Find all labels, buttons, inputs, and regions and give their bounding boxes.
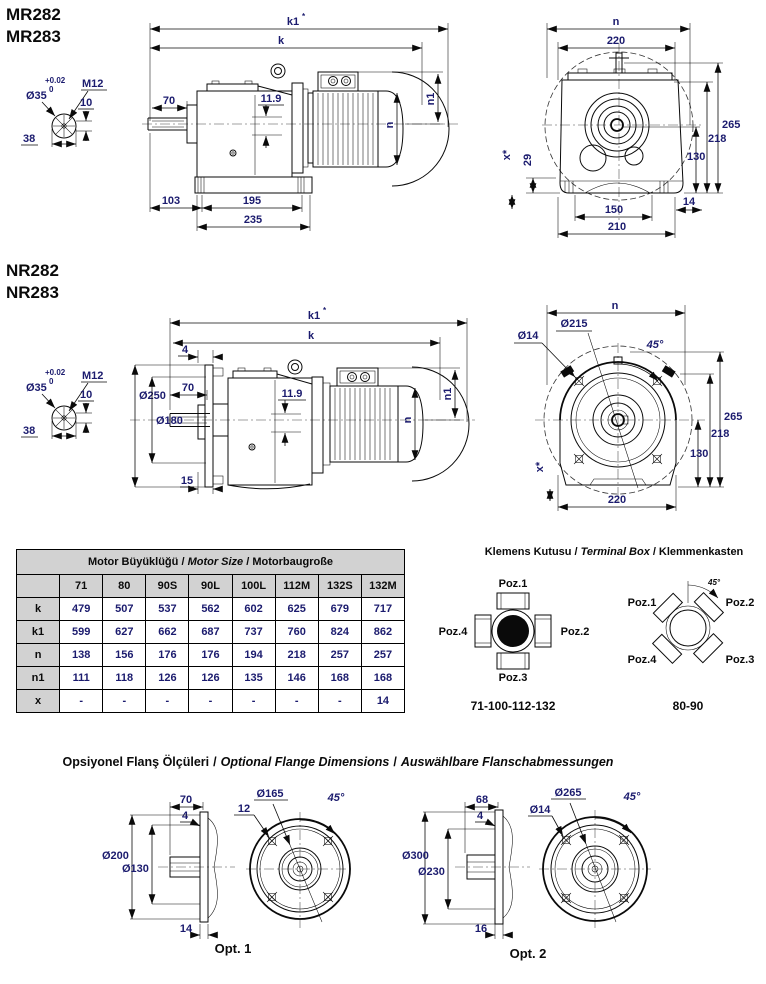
opt2-side-view (402, 794, 530, 939)
table-row: x - - - - - - - 14 (17, 690, 405, 713)
table-row: k1 599 627 662 687 737 760 824 862 (17, 621, 405, 644)
dim-n1: n1 (425, 92, 437, 106)
dim-k1-star: * (323, 306, 327, 315)
dim-70: 70 (181, 382, 195, 394)
dim-68: 68 (475, 794, 489, 806)
col-header: 71 (60, 575, 103, 598)
nr-title-line2: NR283 (6, 283, 59, 302)
poz4-label: Poz.4 (438, 626, 468, 638)
dim-265: Ø265 (554, 787, 582, 799)
col-header: 132M (361, 575, 404, 598)
dim-200: Ø200 (102, 850, 129, 862)
col-header: 90L (189, 575, 232, 598)
dim-265: 265 (724, 411, 743, 423)
dim-k: k (307, 330, 315, 342)
poz3-label: Poz.3 (498, 672, 528, 684)
tolerance-plus: +0.02 (45, 368, 66, 377)
col-header: 80 (103, 575, 146, 598)
shaft-width-label: 38 (23, 133, 36, 145)
motor-fins (318, 93, 373, 165)
dim-n: n (384, 121, 396, 129)
row-label: n1 (17, 667, 60, 690)
dim-220: 220 (607, 494, 627, 506)
terminal-box-straight-drawing (475, 593, 551, 669)
dim-45deg: 45° (327, 792, 345, 804)
shaft-diameter-label: Ø35 (26, 90, 47, 102)
dim-103: 103 (161, 195, 181, 207)
dim-218: 218 (711, 428, 730, 440)
terminal-box-rotated (612, 573, 766, 723)
key-width-label: 10 (80, 97, 93, 109)
poz3-label: Poz.3 (725, 654, 755, 666)
col-header: 100L (232, 575, 275, 598)
thread-label: M12 (82, 78, 104, 90)
terminal-box-heading: Klemens Kutusu / Terminal Box / Klemmenkasten (484, 546, 744, 558)
poz1-label: Poz.1 (627, 597, 657, 609)
foot-slots (198, 177, 304, 193)
dim-12: 12 (237, 803, 251, 815)
dim-n: n (612, 16, 620, 28)
opt1-front-view (234, 788, 354, 928)
tolerance-zero: 0 (49, 377, 54, 386)
dim-130: Ø130 (122, 863, 149, 875)
dim-45deg: 45° (646, 339, 664, 351)
poz2-label: Poz.2 (560, 626, 590, 638)
motor-fins (335, 388, 390, 460)
row-label: n (17, 644, 60, 667)
key-width-label: 10 (80, 389, 93, 401)
col-header: 112M (275, 575, 318, 598)
dim-230: Ø230 (418, 866, 445, 878)
dim-11.9: 11.9 (281, 388, 303, 400)
thread-label: M12 (82, 370, 104, 382)
dim-n: n (402, 416, 414, 424)
dim-29: 29 (522, 153, 534, 167)
dim-180: Ø180 (156, 415, 183, 427)
dim-195: 195 (242, 195, 262, 207)
table-row: n1 111 118 126 126 135 146 168 168 (17, 667, 405, 690)
nr-front-structure (535, 333, 705, 503)
row-label: k (17, 598, 60, 621)
mr-title-line2: MR283 (6, 27, 61, 46)
motor-size-table (16, 549, 405, 713)
mr-front-view (490, 5, 766, 245)
dim-11.9: 11.9 (260, 93, 282, 105)
shaft-section-drawing (52, 114, 76, 147)
table-corner-cell (17, 575, 60, 598)
nr-title-line1: NR282 (6, 261, 59, 280)
nr-side-dimensions (135, 306, 467, 494)
poz4-label: Poz.4 (627, 654, 657, 666)
col-header: 90S (146, 575, 189, 598)
dim-14: 14 (682, 196, 696, 208)
flange-opt1-drawing (100, 782, 380, 944)
dim-4: 4 (181, 344, 189, 356)
opt2-caption: Opt. 2 (509, 946, 547, 961)
opt1-caption: Opt. 1 (214, 941, 252, 956)
nr-front-dimensions (514, 300, 742, 511)
dim-15: 15 (180, 475, 194, 487)
terminal-box-straight (435, 573, 605, 723)
dim-218: 218 (708, 133, 727, 145)
dim-n1: n1 (442, 387, 454, 401)
nr-front-view (490, 285, 766, 520)
dim-220: 220 (606, 35, 626, 47)
tolerance-plus: +0.02 (45, 76, 66, 85)
opt2-front-view (528, 787, 651, 930)
dim-4: 4 (181, 810, 189, 822)
dim-150: 150 (604, 204, 624, 216)
dim-k1: k1 (286, 16, 300, 28)
terminal-45deg-label: 45° (708, 578, 721, 587)
nr-side-view (130, 300, 475, 512)
mr-front-structure (542, 43, 702, 220)
flange-opt2-drawing (400, 782, 700, 944)
poz2-label: Poz.2 (725, 597, 755, 609)
dim-14: 14 (179, 923, 193, 935)
tolerance-zero: 0 (49, 85, 54, 94)
mr-shaft-end-detail (18, 55, 133, 155)
nr-shaft-end-detail (18, 347, 133, 447)
row-label: k1 (17, 621, 60, 644)
dim-265: 265 (722, 119, 741, 131)
dim-70: 70 (179, 794, 193, 806)
dim-130: 130 (687, 151, 706, 163)
dim-x: x* (534, 461, 546, 473)
terminal-box-straight-caption: 71-100-112-132 (470, 699, 556, 713)
dim-130: 130 (690, 448, 709, 460)
dim-45deg: 45° (623, 791, 641, 803)
poz1-label: Poz.1 (498, 578, 528, 590)
mr-side-view (140, 5, 470, 250)
dim-235: 235 (243, 214, 263, 226)
dim-70: 70 (162, 95, 176, 107)
flange-options-heading: Opsiyonel Flanş Ölçüleri / Optional Flange Dimensions / Auswählbare Flanschabmessungen (62, 755, 614, 769)
shaft-diameter-label: Ø35 (26, 382, 47, 394)
col-header: 132S (318, 575, 361, 598)
dim-n: n (611, 300, 619, 312)
dim-16: 16 (474, 923, 488, 935)
dim-k: k (277, 35, 285, 47)
dim-165: Ø165 (256, 788, 284, 800)
shaft-width-label: 38 (23, 425, 36, 437)
dim-k1-star: * (302, 12, 306, 21)
mr-side-structure (142, 64, 460, 193)
nr-title (6, 260, 59, 304)
dim-14hole: Ø14 (517, 330, 539, 342)
dim-4: 4 (476, 810, 484, 822)
dim-215: Ø215 (560, 318, 588, 330)
shaft-section-drawing (52, 406, 76, 439)
mr-title-line1: MR282 (6, 5, 61, 24)
dim-14hole: Ø14 (529, 804, 551, 816)
dim-300: Ø300 (402, 850, 429, 862)
dim-x: x* (501, 149, 513, 161)
dim-k1: k1 (307, 310, 321, 322)
table-row: n 138 156 176 176 194 218 257 257 (17, 644, 405, 667)
mr-front-dimensions (501, 16, 740, 238)
opt1-side-view (102, 794, 235, 939)
dim-210: 210 (607, 221, 627, 233)
dim-250: Ø250 (139, 390, 166, 402)
table-row: k 479 507 537 562 602 625 679 717 (17, 598, 405, 621)
table-title: Motor Büyüklüğü / Motor Size / Motorbaugroße (17, 550, 405, 575)
terminal-box-rotated-caption: 80-90 (672, 699, 704, 713)
table-header-row (17, 575, 405, 598)
row-label: x (17, 690, 60, 713)
mr-title (6, 4, 61, 48)
